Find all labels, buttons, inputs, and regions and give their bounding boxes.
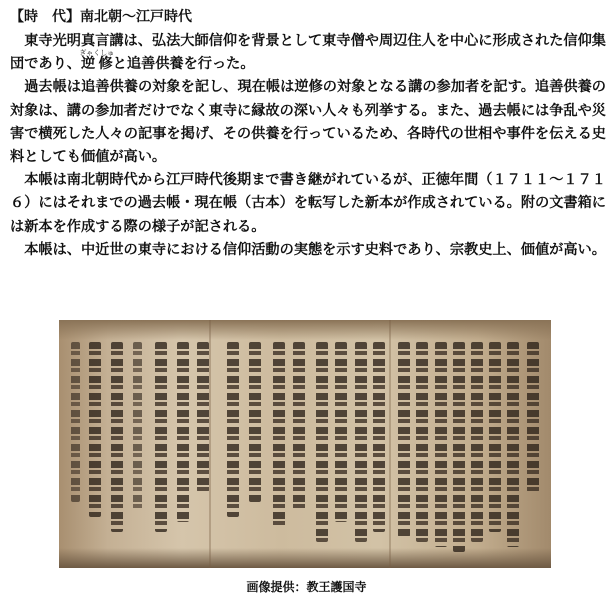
script-column	[89, 342, 101, 517]
script-column	[316, 342, 328, 542]
paragraph-4: 本帳は、中近世の東寺における信仰活動の実態を示す史料であり、宗教史上、価値が高い。	[24, 241, 606, 258]
script-column	[453, 342, 465, 552]
script-column	[489, 342, 501, 532]
script-column	[335, 342, 347, 522]
script-column	[435, 342, 447, 547]
script-column	[155, 342, 167, 532]
article-body	[10, 30, 606, 262]
era-heading: 【時 代】南北朝～江戸時代	[10, 9, 192, 25]
script-column	[373, 342, 385, 532]
manuscript-photo	[59, 320, 551, 568]
script-column	[471, 342, 483, 542]
photo-caption: 画像提供：教王護国寺	[246, 580, 367, 594]
paragraph-3: 本帳は南北朝時代から江戸時代後期まで書き継がれているが、正徳年間（１７１１～１７１６）にはそれまでの過去帳・現在帳（古本）を転写した新本が作成されている。附の文書箱には新本を作成する際の様子が記される。	[10, 172, 606, 235]
paragraph-1-text-a: 東寺光明真言講は、弘法大師信仰を背景として東寺僧や周辺住人を中心に形成された信仰集団であり、	[10, 33, 606, 73]
script-column	[249, 342, 261, 502]
photo-edge-top	[59, 320, 551, 340]
script-column	[416, 342, 428, 542]
script-column	[527, 342, 539, 492]
paragraph-1-text-b: と追善供養を行った。	[112, 56, 255, 73]
script-column	[227, 342, 239, 517]
script-column	[355, 342, 367, 542]
script-column	[293, 342, 305, 512]
script-column	[177, 342, 189, 522]
script-column	[111, 342, 123, 532]
paper-fold	[389, 320, 391, 568]
paragraph-2: 過去帳は追善供養の対象を記し、現在帳は逆修の対象となる講の参加者を記す。追善供養の対象は、講の参加者だけでなく東寺に縁故の深い人々も列挙する。また、過去帳には争乱や災害で横死した人々の記事を掲げ、その供養を行っているため、各時代の世相や事件を伝える史料としても価値が高い。	[10, 79, 606, 166]
script-column	[398, 342, 410, 537]
script-column	[273, 342, 285, 527]
script-column	[507, 342, 519, 547]
ruby-reading: ぎゃくしゅ	[79, 49, 115, 58]
paragraph-1	[10, 30, 606, 76]
photo-edge-bottom	[59, 548, 551, 568]
script-column	[197, 342, 209, 492]
ruby-gyakushu	[79, 49, 115, 73]
paper-fold	[209, 320, 211, 568]
script-column	[71, 342, 80, 502]
script-column	[133, 342, 142, 512]
ruby-base: 逆修	[79, 56, 115, 73]
